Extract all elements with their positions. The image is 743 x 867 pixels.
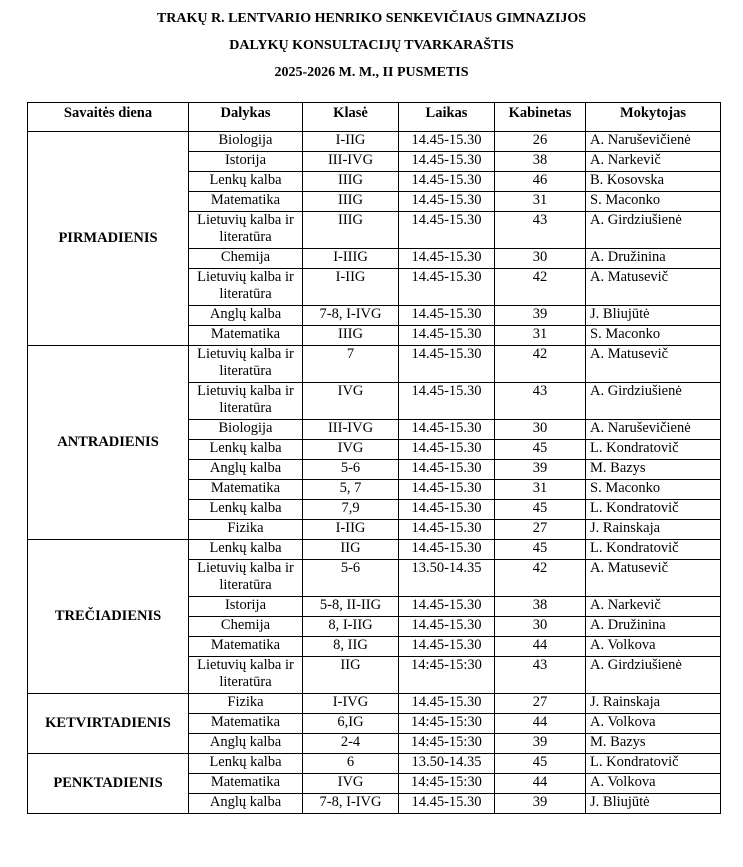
time-cell: 14.45-15.30 xyxy=(399,694,495,714)
class-cell: III-IVG xyxy=(303,420,399,440)
subject-cell: Istorija xyxy=(189,597,303,617)
class-cell: III-IVG xyxy=(303,152,399,172)
subject-cell: Anglų kalba xyxy=(189,306,303,326)
subject-cell: Chemija xyxy=(189,617,303,637)
class-cell: IIIG xyxy=(303,212,399,249)
class-cell: 5-6 xyxy=(303,560,399,597)
col-header-day: Savaitės diena xyxy=(28,103,189,132)
weekday-cell: KETVIRTADIENIS xyxy=(28,694,189,754)
time-cell: 14.45-15.30 xyxy=(399,440,495,460)
teacher-cell: L. Kondratovič xyxy=(586,540,721,560)
teacher-cell: S. Maconko xyxy=(586,326,721,346)
room-cell: 30 xyxy=(495,420,586,440)
subject-cell: Lenkų kalba xyxy=(189,440,303,460)
room-cell: 30 xyxy=(495,617,586,637)
room-cell: 26 xyxy=(495,132,586,152)
room-cell: 43 xyxy=(495,657,586,694)
room-cell: 38 xyxy=(495,152,586,172)
teacher-cell: S. Maconko xyxy=(586,192,721,212)
subject-cell: Lietuvių kalba ir literatūra xyxy=(189,383,303,420)
room-cell: 31 xyxy=(495,326,586,346)
col-header-time: Laikas xyxy=(399,103,495,132)
time-cell: 14.45-15.30 xyxy=(399,460,495,480)
time-cell: 14.45-15.30 xyxy=(399,383,495,420)
class-cell: IIIG xyxy=(303,326,399,346)
table-header-row xyxy=(28,103,721,132)
time-cell: 14:45-15:30 xyxy=(399,734,495,754)
consultation-schedule-table xyxy=(27,102,721,814)
time-cell: 14.45-15.30 xyxy=(399,152,495,172)
room-cell: 38 xyxy=(495,597,586,617)
time-cell: 14.45-15.30 xyxy=(399,617,495,637)
class-cell: 7 xyxy=(303,346,399,383)
room-cell: 27 xyxy=(495,520,586,540)
class-cell: IIG xyxy=(303,657,399,694)
time-cell: 14.45-15.30 xyxy=(399,269,495,306)
room-cell: 39 xyxy=(495,734,586,754)
teacher-cell: M. Bazys xyxy=(586,734,721,754)
document-header xyxy=(0,10,743,91)
subject-cell: Biologija xyxy=(189,132,303,152)
time-cell: 14.45-15.30 xyxy=(399,520,495,540)
teacher-cell: J. Rainskaja xyxy=(586,520,721,540)
teacher-cell: L. Kondratovič xyxy=(586,500,721,520)
teacher-cell: B. Kosovska xyxy=(586,172,721,192)
room-cell: 39 xyxy=(495,794,586,814)
time-cell: 14:45-15:30 xyxy=(399,774,495,794)
table-row xyxy=(28,540,721,560)
subject-cell: Biologija xyxy=(189,420,303,440)
class-cell: 6 xyxy=(303,754,399,774)
room-cell: 31 xyxy=(495,192,586,212)
room-cell: 45 xyxy=(495,500,586,520)
teacher-cell: A. Matusevič xyxy=(586,269,721,306)
teacher-cell: A. Girdziušienė xyxy=(586,383,721,420)
teacher-cell: A. Girdziušienė xyxy=(586,212,721,249)
schedule-title: DALYKŲ KONSULTACIJŲ TVARKARAŠTIS xyxy=(229,38,514,53)
time-cell: 14.45-15.30 xyxy=(399,172,495,192)
class-cell: I-IIG xyxy=(303,132,399,152)
weekday-cell: PENKTADIENIS xyxy=(28,754,189,814)
class-cell: I-IIG xyxy=(303,269,399,306)
room-cell: 42 xyxy=(495,346,586,383)
subject-cell: Anglų kalba xyxy=(189,460,303,480)
subject-cell: Lenkų kalba xyxy=(189,172,303,192)
time-cell: 14.45-15.30 xyxy=(399,637,495,657)
class-cell: IVG xyxy=(303,774,399,794)
class-cell: IIIG xyxy=(303,192,399,212)
teacher-cell: J. Rainskaja xyxy=(586,694,721,714)
class-cell: 7-8, I-IVG xyxy=(303,306,399,326)
class-cell: 5-6 xyxy=(303,460,399,480)
teacher-cell: J. Bliujūtė xyxy=(586,306,721,326)
room-cell: 44 xyxy=(495,774,586,794)
class-cell: 7-8, I-IVG xyxy=(303,794,399,814)
time-cell: 14.45-15.30 xyxy=(399,500,495,520)
room-cell: 44 xyxy=(495,714,586,734)
teacher-cell: A. Matusevič xyxy=(586,346,721,383)
room-cell: 43 xyxy=(495,383,586,420)
class-cell: 6,IG xyxy=(303,714,399,734)
time-cell: 14.45-15.30 xyxy=(399,480,495,500)
subject-cell: Matematika xyxy=(189,714,303,734)
teacher-cell: L. Kondratovič xyxy=(586,754,721,774)
room-cell: 45 xyxy=(495,440,586,460)
class-cell: IVG xyxy=(303,440,399,460)
teacher-cell: S. Maconko xyxy=(586,480,721,500)
teacher-cell: A. Girdziušienė xyxy=(586,657,721,694)
subject-cell: Lenkų kalba xyxy=(189,754,303,774)
col-header-teacher: Mokytojas xyxy=(586,103,721,132)
subject-cell: Lietuvių kalba ir literatūra xyxy=(189,560,303,597)
room-cell: 42 xyxy=(495,560,586,597)
teacher-cell: A. Matusevič xyxy=(586,560,721,597)
time-cell: 14.45-15.30 xyxy=(399,306,495,326)
room-cell: 43 xyxy=(495,212,586,249)
teacher-cell: A. Volkova xyxy=(586,637,721,657)
table-row xyxy=(28,132,721,152)
time-cell: 14:45-15:30 xyxy=(399,657,495,694)
time-cell: 14:45-15:30 xyxy=(399,714,495,734)
room-cell: 45 xyxy=(495,754,586,774)
teacher-cell: L. Kondratovič xyxy=(586,440,721,460)
table-row xyxy=(28,754,721,774)
room-cell: 46 xyxy=(495,172,586,192)
room-cell: 39 xyxy=(495,460,586,480)
teacher-cell: A. Naruševičienė xyxy=(586,420,721,440)
subject-cell: Matematika xyxy=(189,637,303,657)
time-cell: 14.45-15.30 xyxy=(399,132,495,152)
time-cell: 14.45-15.30 xyxy=(399,326,495,346)
time-cell: 14.45-15.30 xyxy=(399,249,495,269)
school-year: 2025-2026 M. M., II PUSMETIS xyxy=(274,65,469,80)
class-cell: 5, 7 xyxy=(303,480,399,500)
class-cell: I-IIIG xyxy=(303,249,399,269)
subject-cell: Lietuvių kalba ir literatūra xyxy=(189,212,303,249)
teacher-cell: J. Bliujūtė xyxy=(586,794,721,814)
subject-cell: Fizika xyxy=(189,520,303,540)
teacher-cell: A. Naruševičienė xyxy=(586,132,721,152)
room-cell: 44 xyxy=(495,637,586,657)
weekday-cell: PIRMADIENIS xyxy=(28,132,189,346)
teacher-cell: A. Narkevič xyxy=(586,597,721,617)
class-cell: I-IIG xyxy=(303,520,399,540)
time-cell: 14.45-15.30 xyxy=(399,192,495,212)
weekday-cell: ANTRADIENIS xyxy=(28,346,189,540)
time-cell: 14.45-15.30 xyxy=(399,420,495,440)
col-header-class: Klasė xyxy=(303,103,399,132)
subject-cell: Chemija xyxy=(189,249,303,269)
room-cell: 31 xyxy=(495,480,586,500)
time-cell: 14.45-15.30 xyxy=(399,540,495,560)
subject-cell: Matematika xyxy=(189,774,303,794)
class-cell: IIIG xyxy=(303,172,399,192)
table-row xyxy=(28,346,721,383)
subject-cell: Lietuvių kalba ir literatūra xyxy=(189,269,303,306)
subject-cell: Lietuvių kalba ir literatūra xyxy=(189,346,303,383)
subject-cell: Matematika xyxy=(189,326,303,346)
room-cell: 45 xyxy=(495,540,586,560)
class-cell: 5-8, II-IIG xyxy=(303,597,399,617)
class-cell: 8, IIG xyxy=(303,637,399,657)
subject-cell: Anglų kalba xyxy=(189,734,303,754)
subject-cell: Istorija xyxy=(189,152,303,172)
time-cell: 13.50-14.35 xyxy=(399,560,495,597)
class-cell: IVG xyxy=(303,383,399,420)
time-cell: 14.45-15.30 xyxy=(399,346,495,383)
time-cell: 14.45-15.30 xyxy=(399,597,495,617)
teacher-cell: A. Narkevič xyxy=(586,152,721,172)
subject-cell: Lietuvių kalba ir literatūra xyxy=(189,657,303,694)
room-cell: 42 xyxy=(495,269,586,306)
room-cell: 27 xyxy=(495,694,586,714)
subject-cell: Fizika xyxy=(189,694,303,714)
time-cell: 13.50-14.35 xyxy=(399,754,495,774)
teacher-cell: A. Družinina xyxy=(586,249,721,269)
subject-cell: Anglų kalba xyxy=(189,794,303,814)
class-cell: I-IVG xyxy=(303,694,399,714)
teacher-cell: M. Bazys xyxy=(586,460,721,480)
teacher-cell: A. Volkova xyxy=(586,774,721,794)
col-header-subject: Dalykas xyxy=(189,103,303,132)
room-cell: 30 xyxy=(495,249,586,269)
teacher-cell: A. Volkova xyxy=(586,714,721,734)
class-cell: 8, I-IIG xyxy=(303,617,399,637)
col-header-room: Kabinetas xyxy=(495,103,586,132)
teacher-cell: A. Družinina xyxy=(586,617,721,637)
subject-cell: Lenkų kalba xyxy=(189,500,303,520)
class-cell: 7,9 xyxy=(303,500,399,520)
table-row xyxy=(28,694,721,714)
class-cell: IIG xyxy=(303,540,399,560)
time-cell: 14.45-15.30 xyxy=(399,794,495,814)
subject-cell: Matematika xyxy=(189,192,303,212)
time-cell: 14.45-15.30 xyxy=(399,212,495,249)
class-cell: 2-4 xyxy=(303,734,399,754)
school-name: TRAKŲ R. LENTVARIO HENRIKO SENKEVIČIAUS GIMNAZIJOS xyxy=(156,11,587,26)
subject-cell: Matematika xyxy=(189,480,303,500)
weekday-cell: TREČIADIENIS xyxy=(28,540,189,694)
room-cell: 39 xyxy=(495,306,586,326)
subject-cell: Lenkų kalba xyxy=(189,540,303,560)
